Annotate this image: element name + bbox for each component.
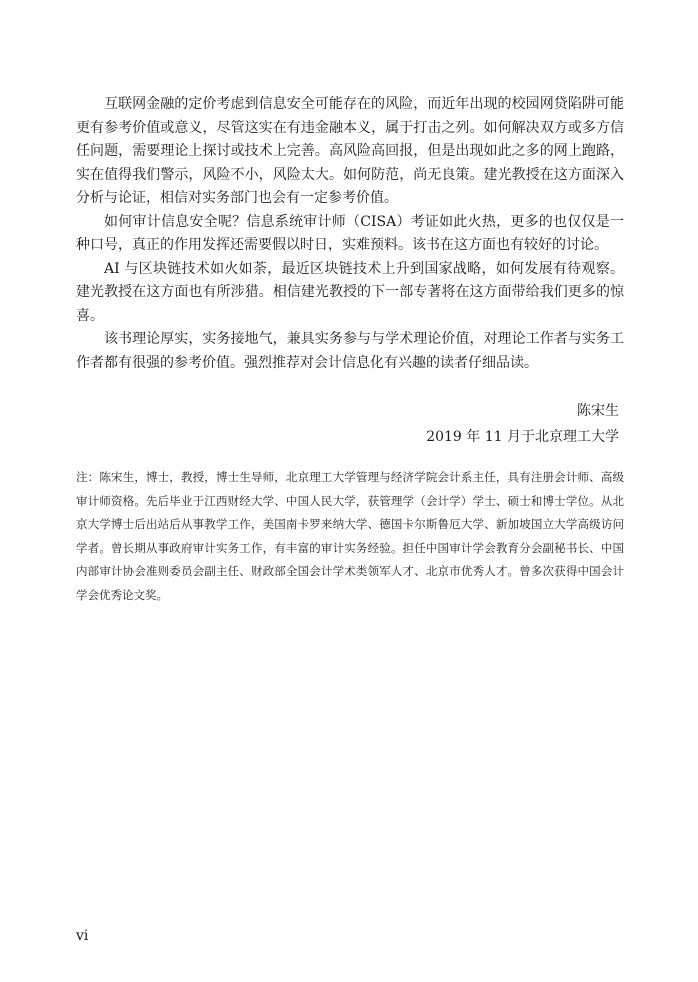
page-number: vi — [76, 928, 89, 944]
author-name: 陈宋生 — [577, 403, 619, 419]
author-bio-note: 注：陈宋生，博士，教授，博士生导师，北京理工大学管理与经济学院会计系主任，具有注册会计师、高级审计师资格。先后毕业于江西财经大学、中国人民大学，获管理学（会计学）学士、硕士和博士学位。从北京大学博士后出站后从事教学工作，美国南卡罗来纳大学、德国卡尔斯鲁厄大学、新加坡国立大学高级访问学者。曾长期从事政府审计实务工作，有丰富的审计实务经验。担任中国审计学会教育分会副秘书长、中国内部审计协会准则委员会副主任、财政部全国会计学术类领军人才、北京市优秀人才。曾多次获得中国会计学会优秀论文奖。 — [76, 470, 624, 602]
paragraph-security-audit: 如何审计信息安全呢？信息系统审计师（CISA）考证如此火热，更多的也仅仅是一种口号，真正的作用发挥还需要假以时日，实难预料。该书在这方面也有较好的讨论。 — [76, 213, 624, 253]
paragraph-ai-blockchain: AI 与区块链技术如火如荼，最近区块链技术上升到国家战略，如何发展有待观察。建光教授在这方面也有所涉猎。相信建光教授的下一部专著将在这方面带给我们更多的惊喜。 — [76, 260, 624, 324]
paragraph-internet-finance: 互联网金融的定价考虑到信息安全可能存在的风险，而近年出现的校园网贷陷阱可能更有参考价值或意义，尽管这实在有违金融本义，属于打击之列。如何解决双方或多方信任问题，需要理论上探讨或技术上完善。高风险高回报，但是出现如此之多的网上跑路，实在值得我们警示，风险不小，风险太大。如何防范，尚无良策。建光教授在这方面深入分析与论证，相信对实务部门也会有一定参考价值。 — [76, 96, 624, 206]
foreword-body — [76, 93, 624, 375]
author-date-place: 2019 年 11 月于北京理工大学 — [426, 429, 619, 445]
paragraph-recommendation: 该书理论厚实，实务接地气，兼具实务参与与学术理论价值，对理论工作者与实务工作者都有很强的参考价值。强烈推荐对会计信息化有兴趣的读者仔细品读。 — [76, 331, 624, 371]
